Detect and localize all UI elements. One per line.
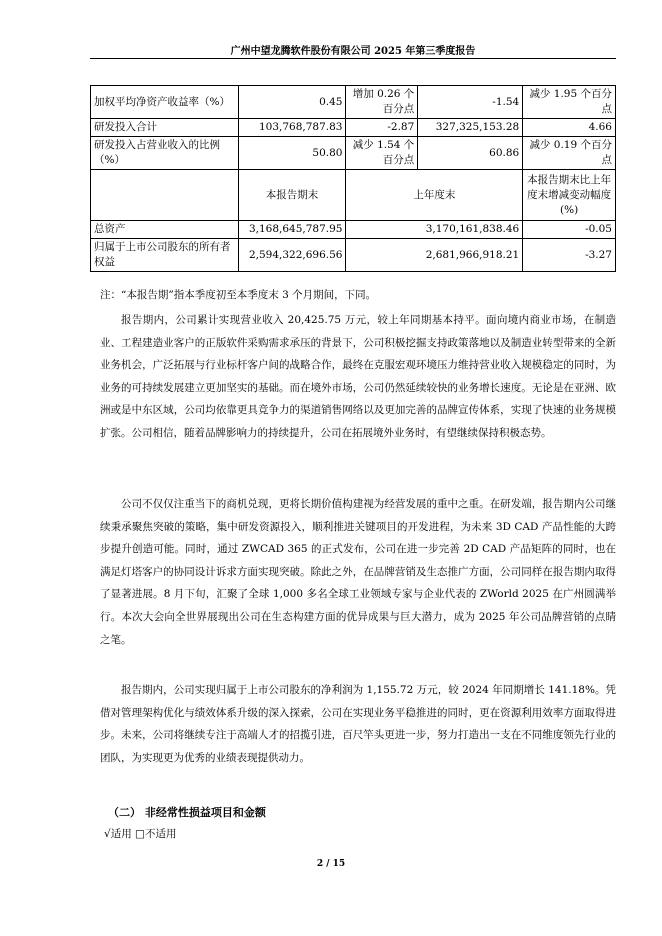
financial-table (90, 85, 616, 272)
table-cell: 103,768,787.83 (238, 119, 346, 137)
table-cell: 3,168,645,787.95 (238, 221, 346, 239)
section-heading: （二） 非经常性损益项目和金额 (108, 806, 266, 819)
header-divider (90, 58, 616, 59)
body-paragraph: 报告期内，公司实现归属于上市公司股东的净利润为 1,155.72 万元，较 2024 年同期增长 141.18%。凭借对管理架构优化与绩效体系升级的深入探索，公司在实现业务平稳推进的同时，更在资源利用效率方面取得进步。未来，公司将继续专注于高端人才的招揽引进，百尺竿头更进一步，努力打造出一支在不同维度领先行业的团队，为实现更为优秀的业绩表现提供动力。 (100, 684, 616, 764)
table-cell-label: 研发投入合计 (91, 119, 239, 137)
table-cell: -1.54 (418, 86, 523, 119)
table-cell: 4.66 (523, 119, 616, 137)
table-row (91, 119, 616, 137)
table-cell: 0.45 (238, 86, 346, 119)
table-cell: 减少 1.54 个百分点 (346, 137, 418, 170)
table-cell-label: 总资产 (91, 221, 239, 239)
table-cell: 60.86 (418, 137, 523, 170)
table-cell-empty (91, 170, 239, 221)
table-cell: -3.27 (523, 239, 616, 272)
table-subheader-cell: 本报告期末比上年度末增减变动幅度(%) (523, 170, 616, 221)
table-note: 注：“本报告期”指本季度初至本季度末 3 个月期间，下同。 (100, 289, 377, 301)
table-cell: 50.80 (238, 137, 346, 170)
table-cell: 减少 1.95 个百分点 (523, 86, 616, 119)
table-cell: 2,594,322,696.56 (238, 239, 346, 272)
table-row (91, 137, 616, 170)
table-cell: 减少 0.19 个百分点 (523, 137, 616, 170)
table-cell: -2.87 (346, 119, 418, 137)
financial-table-container (90, 85, 616, 272)
body-paragraph: 报告期内，公司累计实现营业收入 20,425.75 万元，较上年同期基本持平。面向境内商业市场，在制造业、工程建造业客户的正版软件采购需求承压的背景下，公司积极挖掘支持政策落地以及制造业转型带来的全新业务机会，广泛拓展与行业标杆客户间的战略合作，最终在克服宏观环境压力维持营业收入规模稳定的同时，为业务的可持续发展建立更加坚实的基础。而在境外市场，公司仍然延续较快的业务增长速度。无论是在亚洲、欧洲或是中东区域，公司均依靠更具竞争力的渠道销售网络以及更加完善的品牌宣传体系，实现了快速的业务规模扩张。公司相信，随着品牌影响力的持续提升，公司在拓展境外业务时，有望继续保持积极态势。 (100, 314, 616, 439)
table-row (91, 221, 616, 239)
table-cell: 2,681,966,918.21 (346, 239, 523, 272)
table-cell: 3,170,161,838.46 (346, 221, 523, 239)
table-cell: 增加 0.26 个百分点 (346, 86, 418, 119)
table-subheader-cell: 本报告期末 (238, 170, 346, 221)
body-paragraph: 公司不仅仅注重当下的商机兑现，更将长期价值构建视为经营发展的重中之重。在研发端，报告期内公司继续秉承聚焦突破的策略，集中研发资源投入，顺利推进关键项目的开发进程，为未来 3D CAD 产品性能的大跨步提升创造可能。同时，通过 ZWCAD 365 的正式发布，公司在进一步完善 2D CAD 产品矩阵的同时，也在满足灯塔客户的协同设计诉求方面实现突破。除此之外，在品牌营销及生态推广方面，公司同样在报告期内取得了显著进展。8 月下旬，汇聚了全球 1,000 多名全球工业领域专家与企业代表的 ZWorld 2025 在广州圆满举行。本次大会向全世界展现出公司在生态构建方面的优异成果与巨大潜力，成为 2025 年公司品牌营销的点睛之笔。 (100, 498, 616, 646)
table-cell-label: 研发投入占营业收入的比例（%） (91, 137, 239, 170)
page-header-title: 广州中望龙腾软件股份有限公司 2025 年第三季度报告 (230, 46, 476, 57)
table-cell-label: 加权平均净资产收益率（%） (91, 86, 239, 119)
table-subheader-cell: 上年度末 (346, 170, 523, 221)
table-cell: 327,325,153.28 (418, 119, 523, 137)
table-subheader-row (91, 170, 616, 221)
table-row (91, 86, 616, 119)
table-cell-label: 归属于上市公司股东的所有者权益 (91, 239, 239, 272)
applicability-checkbox-text: √适用 □不适用 (104, 828, 177, 840)
page-number: 2 / 15 (316, 859, 346, 869)
table-row (91, 239, 616, 272)
table-cell: -0.05 (523, 221, 616, 239)
